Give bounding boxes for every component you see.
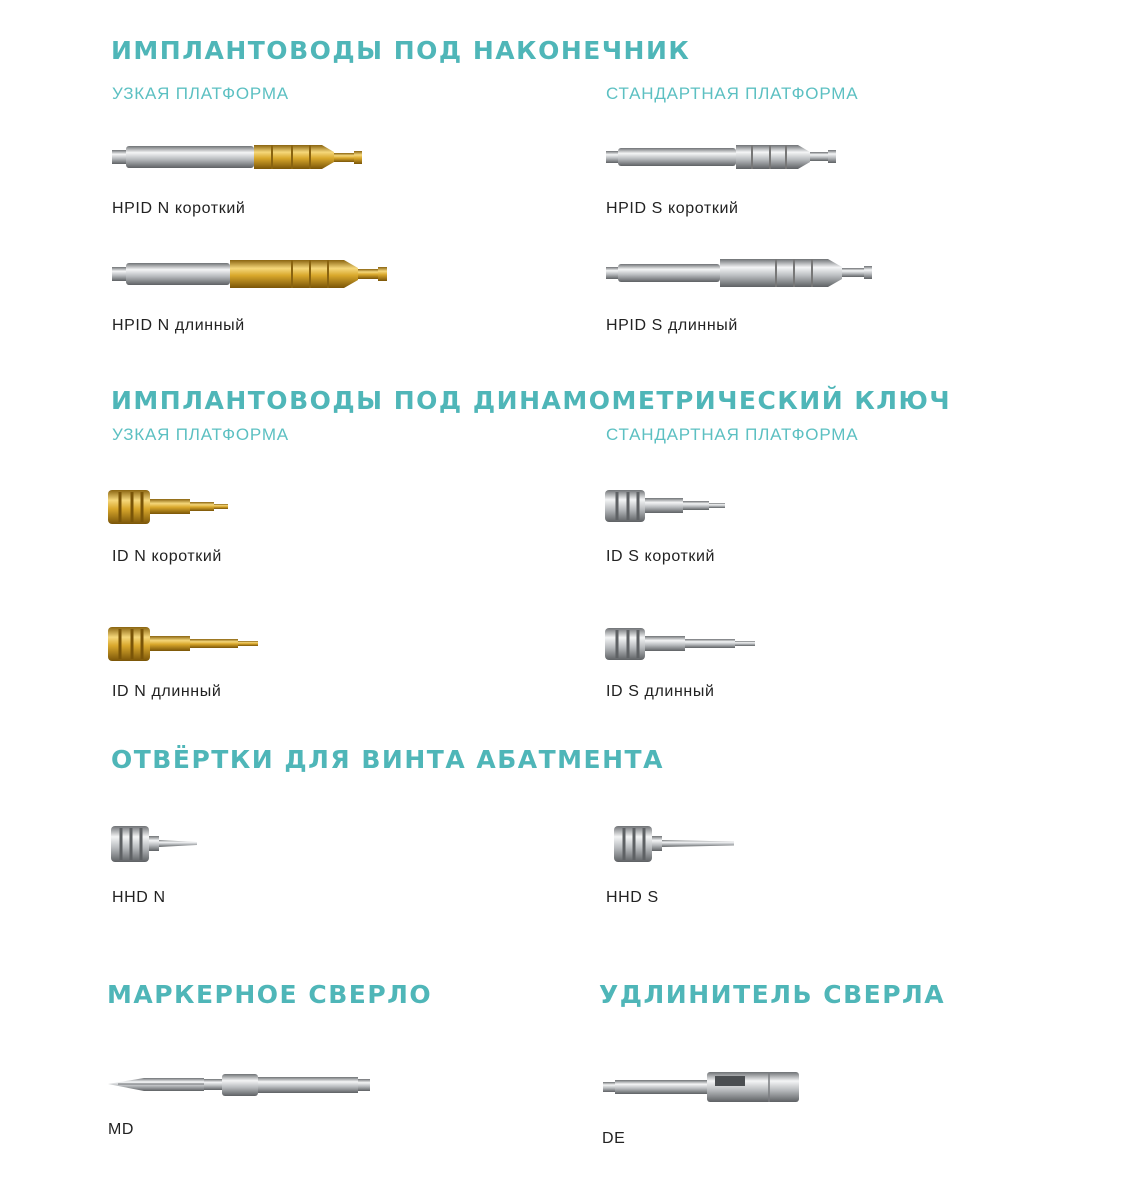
item-label: ID N короткий	[112, 548, 222, 565]
standard-platform-label: СТАНДАРТНАЯ ПЛАТФОРМА	[606, 84, 859, 103]
item-label: HHD N	[112, 889, 166, 906]
hpid-n-long-image	[112, 255, 392, 295]
item-label: ID N длинный	[112, 683, 222, 700]
section-title-screwdrivers: ОТВЁРТКИ ДЛЯ ВИНТА АБАТМЕНТА	[111, 745, 664, 774]
hpid-n-short-image	[112, 138, 364, 178]
item-label: HPID S длинный	[606, 317, 738, 334]
section-title-drill-extender: УДЛИНИТЕЛЬ СВЕРЛА	[599, 980, 946, 1009]
id-s-short-image	[605, 488, 729, 526]
item-label: ID S короткий	[606, 548, 716, 565]
section-title-handpiece-drivers: ИМПЛАНТОВОДЫ ПОД НАКОНЕЧНИК	[111, 36, 691, 65]
id-n-short-image	[108, 488, 232, 528]
hhd-s-image	[614, 824, 740, 866]
item-label: HPID N длинный	[112, 317, 245, 334]
marker-drill-image	[108, 1068, 372, 1102]
narrow-platform-label: УЗКАЯ ПЛАТФОРМА	[112, 425, 289, 444]
item-label: DE	[602, 1130, 626, 1147]
narrow-platform-label: УЗКАЯ ПЛАТФОРМА	[112, 84, 289, 103]
section-title-marker-drill: МАРКЕРНОЕ СВЕРЛО	[107, 980, 433, 1009]
drill-extender-image	[603, 1068, 803, 1108]
item-label: HHD S	[606, 889, 659, 906]
hhd-n-image	[111, 824, 201, 866]
item-label: MD	[108, 1121, 135, 1138]
hpid-s-long-image	[606, 256, 876, 292]
hpid-s-short-image	[606, 140, 838, 176]
item-label: ID S длинный	[606, 683, 715, 700]
section-title-torque-drivers: ИМПЛАНТОВОДЫ ПОД ДИНАМОМЕТРИЧЕСКИЙ КЛЮЧ	[111, 386, 952, 415]
id-s-long-image	[605, 626, 757, 664]
item-label: HPID N короткий	[112, 200, 246, 217]
id-n-long-image	[108, 625, 262, 665]
item-label: HPID S короткий	[606, 200, 739, 217]
standard-platform-label: СТАНДАРТНАЯ ПЛАТФОРМА	[606, 425, 859, 444]
